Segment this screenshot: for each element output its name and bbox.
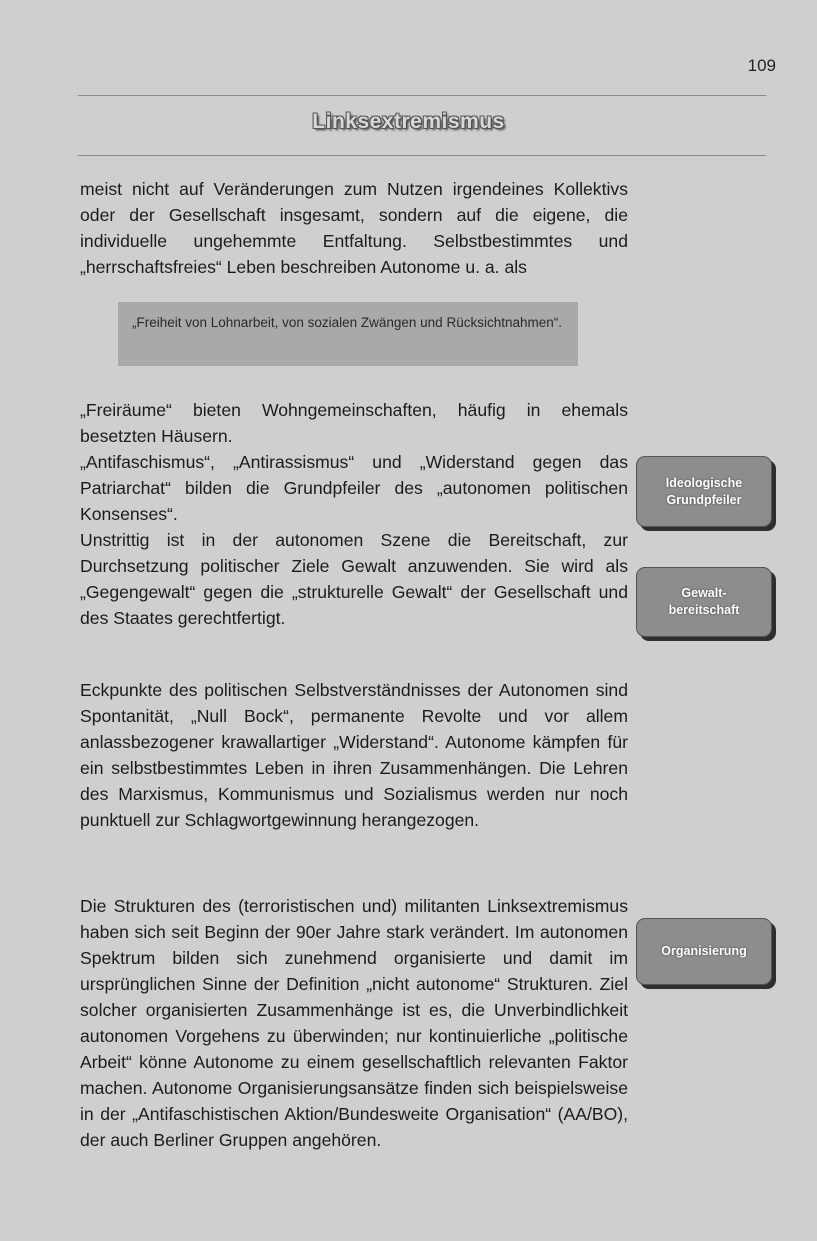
- margin-note-line: Organisierung: [661, 944, 747, 958]
- page-number: 109: [747, 56, 776, 75]
- paragraph-text: Eckpunkte des politischen Selbstverständnisses der Autonomen sind Spontanität, „Null Bock“, permanente Revolte und vor allem anlassbezogener krawallartiger „Widerstand“. Autonome kämpfen für ein selbstbestimmtes Leben in ihren Zusammenhängen. Die Lehren des Marxismus, Kommunismus und Sozialismus werden nur noch punktuell zur Schlagwortgewinnung herangezogen.: [80, 680, 628, 830]
- margin-note-organisierung: [636, 918, 772, 985]
- paragraph-strukturen: [80, 893, 628, 1153]
- header-rule-bottom: [78, 155, 766, 156]
- margin-note-line: bereitschaft: [668, 603, 740, 617]
- chapter-title: Linksextremismus: [312, 110, 505, 133]
- quote-text: „Freiheit von Lohnarbeit, von sozialen Zwängen und Rücksichtnahmen“.: [132, 315, 562, 330]
- paragraph-selbstverstaendnis: [80, 677, 628, 833]
- margin-note-line: Grundpfeiler: [666, 492, 742, 507]
- paragraph-text: Die Strukturen des (terroristischen und) militanten Linksextremismus haben sich seit Beginn der 90er Jahre stark verändert. Im autonomen Spektrum bilden sich zunehmend organisierte und damit im ursprünglichen Sinne der Definition „nicht autonome“ Strukturen. Ziel solcher organisierten Zusammenhänge ist es, die Unverbindlichkeit autonomen Vorgehens zu überwinden; nur kontinuierliche „politische Arbeit“ könne Autonome zu einem gesellschaftlich relevanten Faktor machen. Autonome Organisierungsansätze finden sich beispielsweise in der „Antifaschistischen Aktion/Bundesweite Organisation“ (AA/BO), der auch Berliner Gruppen angehören.: [80, 896, 628, 1150]
- paragraph-grundpfeiler: „Antifaschismus“, „Antirassismus“ und „Widerstand gegen das Patriarchat“ bilden die Grundpfeiler des „autonomen politischen Konsenses“.: [80, 452, 628, 524]
- header-rule-top: [78, 95, 766, 96]
- quote-box: [118, 302, 578, 366]
- margin-note-line: Ideologische: [665, 475, 743, 490]
- paragraph-gewalt: Unstrittig ist in der autonomen Szene die Bereitschaft, zur Durchsetzung politischer Ziele Gewalt anzuwenden. Sie wird als „Gegengewalt“ gegen die „strukturelle Gewalt“ der Gesellschaft und des Staates gerechtfertigt.: [80, 530, 628, 628]
- margin-note-gewaltbereitschaft: [636, 567, 772, 637]
- margin-note-line: Gewalt-: [681, 586, 727, 600]
- paragraph-text: meist nicht auf Veränderungen zum Nutzen irgendeines Kollektivs oder der Gesellschaft insgesamt, sondern auf die eigene, die individuelle ungehemmte Entfaltung. Selbstbestimmtes und „herrschaftsfreies“ Leben beschreiben Autonome u. a. als: [80, 179, 628, 277]
- paragraph-group-ideology: [80, 397, 628, 631]
- margin-note-ideologische-grundpfeiler: [636, 456, 772, 527]
- paragraph-intro: [80, 176, 628, 280]
- paragraph-freiraeume: „Freiräume“ bieten Wohngemeinschaften, häufig in ehemals besetzten Häusern.: [80, 400, 628, 446]
